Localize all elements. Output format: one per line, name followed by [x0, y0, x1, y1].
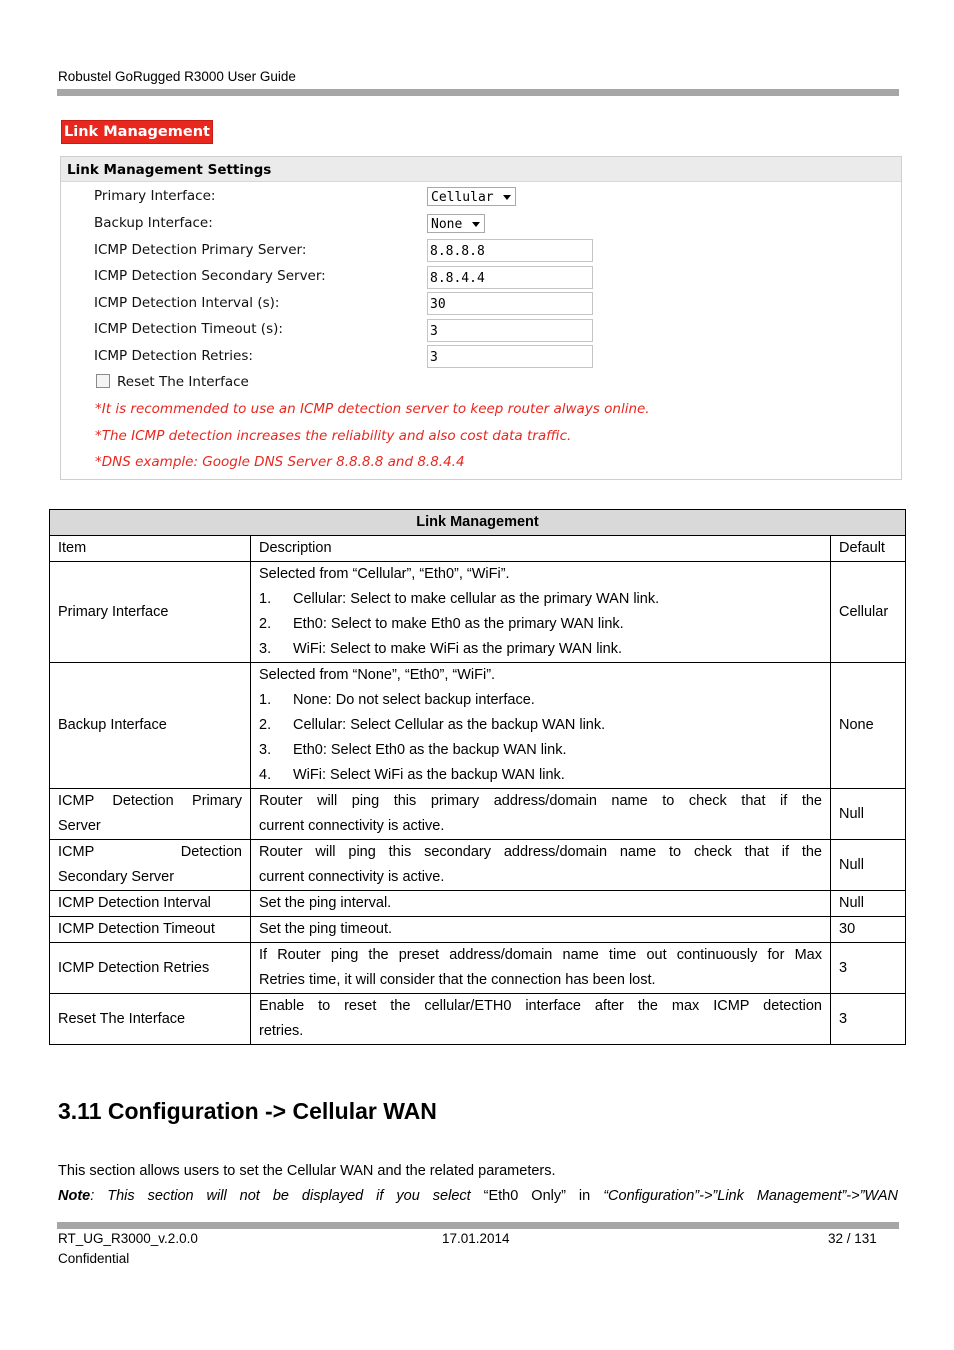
panel-header [61, 157, 901, 182]
table-header-row [50, 536, 906, 562]
icmp-primary-server-label: ICMP Detection Primary Server: [94, 242, 307, 258]
footer-date: 17.01.2014 [442, 1231, 510, 1246]
table-title-row [50, 510, 906, 536]
row-default: 3 [831, 994, 906, 1045]
row-item: Backup Interface [50, 663, 251, 789]
reset-interface-label: Reset The Interface [117, 374, 249, 390]
table-title: Link Management [50, 510, 906, 536]
icmp-interval-label: ICMP Detection Interval (s): [94, 295, 280, 311]
list-item: 4. WiFi: Select WiFi as the backup WAN link. [259, 767, 565, 783]
list-item: 3. WiFi: Select to make WiFi as the primary WAN link. [259, 641, 622, 657]
row-description [251, 663, 831, 789]
panel-note-1: *It is recommended to use an ICMP detection server to keep router always online. [95, 401, 650, 417]
table-row [50, 943, 906, 994]
link-management-banner: Link Management [61, 120, 213, 144]
row-item: ICMP Detection Interval [50, 891, 251, 917]
panel-title: Link Management Settings [67, 162, 272, 178]
section-note-paragraph: Note: This section will not be displayed if you select “Eth0 Only” in “Configuration”->”Link Management”->”WAN [58, 1188, 898, 1204]
footer-page-number: 32 / 131 [828, 1231, 877, 1246]
row-default: Null [831, 789, 906, 840]
table-row [50, 663, 906, 789]
row-description: Set the ping interval. [251, 891, 831, 917]
icmp-timeout-label: ICMP Detection Timeout (s): [94, 321, 283, 337]
footer-divider [57, 1222, 899, 1229]
section-heading: 3.11 Configuration -> Cellular WAN [58, 1098, 437, 1124]
table-row [50, 917, 906, 943]
chevron-down-icon [503, 195, 511, 200]
link-management-settings-panel [60, 156, 902, 480]
description-intro: Selected from “Cellular”, “Eth0”, “WiFi”. [259, 566, 510, 582]
row-default: 3 [831, 943, 906, 994]
reset-interface-checkbox[interactable] [96, 374, 110, 388]
list-item: 3. Eth0: Select Eth0 as the backup WAN link. [259, 742, 567, 758]
list-item: 2. Eth0: Select to make Eth0 as the primary WAN link. [259, 616, 624, 632]
primary-interface-label: Primary Interface: [94, 188, 216, 204]
list-item: 1. Cellular: Select to make cellular as the primary WAN link. [259, 591, 660, 607]
backup-interface-label: Backup Interface: [94, 215, 213, 231]
row-description: Enable to reset the cellular/ETH0 interface after the max ICMP detection retries. [251, 994, 831, 1045]
section-intro-paragraph: This section allows users to set the Cellular WAN and the related parameters. [58, 1163, 556, 1179]
row-description: Set the ping timeout. [251, 917, 831, 943]
row-default: Null [831, 891, 906, 917]
panel-note-2: *The ICMP detection increases the reliability and also cost data traffic. [95, 428, 572, 444]
column-header-item: Item [50, 536, 251, 562]
row-default: None [831, 663, 906, 789]
backup-interface-value: None [431, 217, 463, 232]
row-default: Null [831, 840, 906, 891]
row-default: Cellular [831, 562, 906, 663]
description-intro: Selected from “None”, “Eth0”, “WiFi”. [259, 667, 496, 683]
primary-interface-select[interactable] [427, 187, 516, 206]
row-description: Router will ping this secondary address/domain name to check that if the current connectivity is active. [251, 840, 831, 891]
table-row [50, 789, 906, 840]
icmp-secondary-server-label: ICMP Detection Secondary Server: [94, 268, 326, 284]
chevron-down-icon [472, 222, 480, 227]
row-item: Primary Interface [50, 562, 251, 663]
link-management-table [49, 509, 906, 1045]
footer-confidential: Confidential [58, 1251, 130, 1266]
icmp-timeout-input[interactable]: 3 [427, 319, 593, 342]
row-description: Router will ping this primary address/domain name to check that if the current connectivity is active. [251, 789, 831, 840]
primary-interface-value: Cellular [431, 190, 494, 205]
document-header-title: Robustel GoRugged R3000 User Guide [58, 69, 296, 84]
list-item: 2. Cellular: Select Cellular as the backup WAN link. [259, 717, 606, 733]
row-item: ICMP Detection Timeout [50, 917, 251, 943]
table-row [50, 840, 906, 891]
table-row [50, 891, 906, 917]
list-item: 1. None: Do not select backup interface. [259, 692, 535, 708]
icmp-retries-label: ICMP Detection Retries: [94, 348, 253, 364]
icmp-primary-server-input[interactable]: 8.8.8.8 [427, 239, 593, 262]
row-default: 30 [831, 917, 906, 943]
row-item: Reset The Interface [50, 994, 251, 1045]
footer-doc-id: RT_UG_R3000_v.2.0.0 [58, 1231, 198, 1246]
icmp-retries-input[interactable]: 3 [427, 345, 593, 368]
header-divider [57, 89, 899, 96]
row-item: ICMP Detection Retries [50, 943, 251, 994]
row-description: If Router ping the preset address/domain name time out continuously for Max Retries time, it will consider that the connection has been lost. [251, 943, 831, 994]
table-row [50, 994, 906, 1045]
column-header-default: Default [831, 536, 906, 562]
row-item: ICMP Detection Primary Server [50, 789, 251, 840]
backup-interface-select[interactable] [427, 214, 485, 233]
row-description [251, 562, 831, 663]
table-row [50, 562, 906, 663]
icmp-secondary-server-input[interactable]: 8.8.4.4 [427, 266, 593, 289]
row-item: ICMP Detection Secondary Server [50, 840, 251, 891]
panel-note-3: *DNS example: Google DNS Server 8.8.8.8 and 8.8.4.4 [95, 454, 465, 470]
column-header-description: Description [251, 536, 831, 562]
icmp-interval-input[interactable]: 30 [427, 292, 593, 315]
